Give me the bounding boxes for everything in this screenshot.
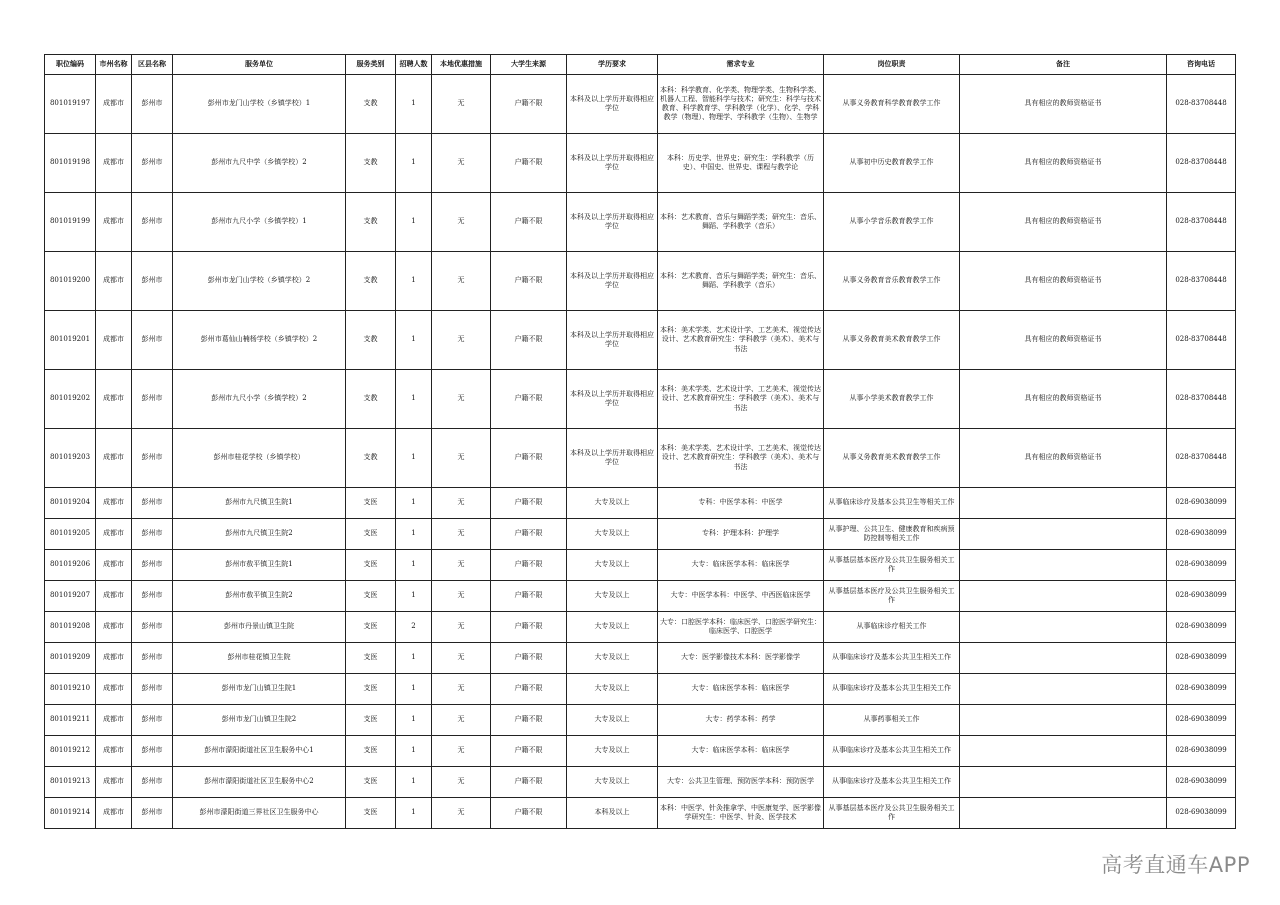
cell-district: 彭州市 — [132, 767, 173, 798]
cell-phone: 028-83708448 — [1167, 311, 1236, 370]
table-row — [45, 370, 1236, 429]
cell-service-type: 支医 — [346, 488, 396, 519]
cell-district: 彭州市 — [132, 134, 173, 193]
cell-position-code: 801019204 — [45, 488, 96, 519]
cell-hire-count: 1 — [396, 767, 432, 798]
cell-remarks: 具有相应的教师资格证书 — [960, 370, 1167, 429]
cell-phone: 028-69038099 — [1167, 643, 1236, 674]
cell-service-type: 支医 — [346, 612, 396, 643]
cell-remarks: 具有相应的教师资格证书 — [960, 252, 1167, 311]
cell-hire-count: 1 — [396, 550, 432, 581]
cell-city: 成都市 — [96, 311, 132, 370]
cell-phone: 028-83708448 — [1167, 429, 1236, 488]
cell-major: 本科：艺术教育、音乐与舞蹈学类；研究生：音乐、舞蹈、学科教学（音乐） — [658, 193, 824, 252]
cell-remarks: 具有相应的教师资格证书 — [960, 429, 1167, 488]
cell-service-type: 支教 — [346, 75, 396, 134]
cell-service-type: 支医 — [346, 767, 396, 798]
cell-duties: 从事药事相关工作 — [824, 705, 960, 736]
cell-major: 本科：艺术教育、音乐与舞蹈学类；研究生：音乐、舞蹈、学科教学（音乐） — [658, 252, 824, 311]
cell-hire-count: 1 — [396, 519, 432, 550]
table-row — [45, 488, 1236, 519]
cell-major: 本科：美术学类、艺术设计学、工艺美术、视觉传达设计、艺术教育研究生：学科教学（美术）、美术与书法 — [658, 429, 824, 488]
cell-district: 彭州市 — [132, 311, 173, 370]
cell-student-source: 户籍不限 — [491, 674, 567, 705]
cell-duties: 从事护理、公共卫生、健康教育和疾病预防控制等相关工作 — [824, 519, 960, 550]
cell-service-unit: 彭州市九尺小学（乡镇学校）2 — [173, 370, 346, 429]
cell-student-source: 户籍不限 — [491, 736, 567, 767]
cell-remarks — [960, 674, 1167, 705]
cell-hire-count: 1 — [396, 429, 432, 488]
cell-major: 大专：中医学本科：中医学、中西医临床医学 — [658, 581, 824, 612]
cell-city: 成都市 — [96, 581, 132, 612]
cell-position-code: 801019208 — [45, 612, 96, 643]
cell-service-unit: 彭州市濛阳街道社区卫生服务中心2 — [173, 767, 346, 798]
cell-student-source: 户籍不限 — [491, 612, 567, 643]
cell-city: 成都市 — [96, 134, 132, 193]
table-row — [45, 612, 1236, 643]
cell-major: 大专：口腔医学本科：临床医学、口腔医学研究生：临床医学、口腔医学 — [658, 612, 824, 643]
cell-student-source: 户籍不限 — [491, 581, 567, 612]
cell-education: 大专及以上 — [567, 643, 658, 674]
cell-hire-count: 1 — [396, 134, 432, 193]
col-header-major: 需求专业 — [658, 55, 824, 75]
cell-hire-count: 1 — [396, 674, 432, 705]
cell-local-preference: 无 — [432, 674, 491, 705]
cell-local-preference: 无 — [432, 252, 491, 311]
cell-service-type: 支教 — [346, 193, 396, 252]
cell-remarks — [960, 612, 1167, 643]
cell-remarks — [960, 798, 1167, 829]
cell-education: 大专及以上 — [567, 674, 658, 705]
cell-district: 彭州市 — [132, 736, 173, 767]
cell-duties: 从事基层基本医疗及公共卫生服务相关工作 — [824, 550, 960, 581]
cell-position-code: 801019203 — [45, 429, 96, 488]
cell-city: 成都市 — [96, 193, 132, 252]
cell-student-source: 户籍不限 — [491, 429, 567, 488]
cell-student-source: 户籍不限 — [491, 252, 567, 311]
cell-major: 本科：美术学类、艺术设计学、工艺美术、视觉传达设计、艺术教育研究生：学科教学（美术）、美术与书法 — [658, 370, 824, 429]
cell-service-unit: 彭州市龙门山学校（乡镇学校）1 — [173, 75, 346, 134]
cell-local-preference: 无 — [432, 581, 491, 612]
cell-remarks — [960, 581, 1167, 612]
header-row — [45, 55, 1236, 75]
cell-phone: 028-69038099 — [1167, 581, 1236, 612]
cell-duties: 从事临床诊疗及基本公共卫生等相关工作 — [824, 488, 960, 519]
cell-major: 本科：中医学、针灸推拿学、中医康复学、医学影像学研究生：中医学、针灸、医学技术 — [658, 798, 824, 829]
cell-education: 大专及以上 — [567, 767, 658, 798]
cell-city: 成都市 — [96, 736, 132, 767]
cell-position-code: 801019201 — [45, 311, 96, 370]
cell-district: 彭州市 — [132, 519, 173, 550]
cell-duties: 从事临床诊疗及基本公共卫生相关工作 — [824, 674, 960, 705]
cell-local-preference: 无 — [432, 311, 491, 370]
cell-phone: 028-69038099 — [1167, 798, 1236, 829]
cell-service-type: 支教 — [346, 311, 396, 370]
cell-service-unit: 彭州市龙门山学校（乡镇学校）2 — [173, 252, 346, 311]
cell-city: 成都市 — [96, 612, 132, 643]
table-row — [45, 674, 1236, 705]
cell-district: 彭州市 — [132, 674, 173, 705]
cell-local-preference: 无 — [432, 429, 491, 488]
cell-local-preference: 无 — [432, 798, 491, 829]
cell-hire-count: 1 — [396, 193, 432, 252]
cell-duties: 从事义务教育美术教育教学工作 — [824, 311, 960, 370]
cell-position-code: 801019206 — [45, 550, 96, 581]
cell-education: 本科及以上学历并取得相应学位 — [567, 134, 658, 193]
cell-student-source: 户籍不限 — [491, 370, 567, 429]
col-header-position-code: 职位编码 — [45, 55, 96, 75]
cell-service-unit: 彭州市九尺小学（乡镇学校）1 — [173, 193, 346, 252]
cell-position-code: 801019209 — [45, 643, 96, 674]
cell-phone: 028-83708448 — [1167, 75, 1236, 134]
cell-phone: 028-83708448 — [1167, 370, 1236, 429]
cell-remarks: 具有相应的教师资格证书 — [960, 75, 1167, 134]
cell-city: 成都市 — [96, 550, 132, 581]
cell-education: 大专及以上 — [567, 519, 658, 550]
cell-local-preference: 无 — [432, 134, 491, 193]
cell-education: 大专及以上 — [567, 550, 658, 581]
cell-service-unit: 彭州市濛阳街道社区卫生服务中心1 — [173, 736, 346, 767]
cell-hire-count: 1 — [396, 705, 432, 736]
cell-service-type: 支医 — [346, 736, 396, 767]
col-header-duties: 岗位职责 — [824, 55, 960, 75]
cell-position-code: 801019212 — [45, 736, 96, 767]
cell-duties: 从事义务教育美术教育教学工作 — [824, 429, 960, 488]
cell-local-preference: 无 — [432, 370, 491, 429]
cell-position-code: 801019198 — [45, 134, 96, 193]
cell-student-source: 户籍不限 — [491, 519, 567, 550]
cell-city: 成都市 — [96, 767, 132, 798]
table-row — [45, 736, 1236, 767]
cell-hire-count: 1 — [396, 488, 432, 519]
cell-education: 大专及以上 — [567, 488, 658, 519]
cell-remarks: 具有相应的教师资格证书 — [960, 193, 1167, 252]
cell-duties: 从事临床诊疗及基本公共卫生相关工作 — [824, 767, 960, 798]
cell-major: 大专：药学本科：药学 — [658, 705, 824, 736]
cell-education: 大专及以上 — [567, 581, 658, 612]
cell-city: 成都市 — [96, 488, 132, 519]
cell-duties: 从事临床诊疗及基本公共卫生相关工作 — [824, 736, 960, 767]
cell-service-type: 支医 — [346, 798, 396, 829]
cell-hire-count: 1 — [396, 311, 432, 370]
cell-phone: 028-83708448 — [1167, 193, 1236, 252]
cell-major: 本科：历史学、世界史；研究生：学科教学（历史）、中国史、世界史、课程与教学论 — [658, 134, 824, 193]
col-header-service-unit: 服务单位 — [173, 55, 346, 75]
cell-phone: 028-69038099 — [1167, 736, 1236, 767]
cell-phone: 028-69038099 — [1167, 705, 1236, 736]
cell-district: 彭州市 — [132, 75, 173, 134]
cell-duties: 从事义务教育音乐教育教学工作 — [824, 252, 960, 311]
cell-duties: 从事初中历史教育教学工作 — [824, 134, 960, 193]
cell-service-unit: 彭州市桂花镇卫生院 — [173, 643, 346, 674]
cell-local-preference: 无 — [432, 193, 491, 252]
cell-service-unit: 彭州市九尺镇卫生院1 — [173, 488, 346, 519]
cell-service-unit: 彭州市龙门山镇卫生院1 — [173, 674, 346, 705]
cell-phone: 028-83708448 — [1167, 134, 1236, 193]
table-row — [45, 193, 1236, 252]
cell-student-source: 户籍不限 — [491, 798, 567, 829]
cell-service-type: 支教 — [346, 429, 396, 488]
cell-service-unit: 彭州市濛阳街道三界社区卫生服务中心 — [173, 798, 346, 829]
cell-phone: 028-69038099 — [1167, 550, 1236, 581]
cell-position-code: 801019211 — [45, 705, 96, 736]
cell-education: 本科及以上学历并取得相应学位 — [567, 75, 658, 134]
cell-city: 成都市 — [96, 370, 132, 429]
cell-duties: 从事小学美术教育教学工作 — [824, 370, 960, 429]
cell-service-unit: 彭州市九尺镇卫生院2 — [173, 519, 346, 550]
cell-education: 本科及以上学历并取得相应学位 — [567, 252, 658, 311]
cell-remarks: 具有相应的教师资格证书 — [960, 134, 1167, 193]
cell-major: 专科：护理本科：护理学 — [658, 519, 824, 550]
cell-district: 彭州市 — [132, 370, 173, 429]
col-header-student-source: 大学生来源 — [491, 55, 567, 75]
cell-hire-count: 1 — [396, 370, 432, 429]
cell-city: 成都市 — [96, 519, 132, 550]
cell-student-source: 户籍不限 — [491, 643, 567, 674]
cell-duties: 从事临床诊疗相关工作 — [824, 612, 960, 643]
cell-district: 彭州市 — [132, 488, 173, 519]
cell-local-preference: 无 — [432, 519, 491, 550]
cell-city: 成都市 — [96, 674, 132, 705]
table-row — [45, 767, 1236, 798]
cell-phone: 028-69038099 — [1167, 612, 1236, 643]
cell-student-source: 户籍不限 — [491, 75, 567, 134]
col-header-local-preference: 本地优惠措施 — [432, 55, 491, 75]
cell-position-code: 801019207 — [45, 581, 96, 612]
col-header-district: 区县名称 — [132, 55, 173, 75]
cell-city: 成都市 — [96, 798, 132, 829]
cell-district: 彭州市 — [132, 612, 173, 643]
cell-major: 大专：临床医学本科：临床医学 — [658, 550, 824, 581]
cell-service-unit: 彭州市敖平镇卫生院1 — [173, 550, 346, 581]
col-header-phone: 咨询电话 — [1167, 55, 1236, 75]
cell-city: 成都市 — [96, 429, 132, 488]
cell-major: 大专：医学影像技术本科：医学影像学 — [658, 643, 824, 674]
cell-service-type: 支教 — [346, 134, 396, 193]
cell-district: 彭州市 — [132, 581, 173, 612]
table-row — [45, 252, 1236, 311]
cell-phone: 028-69038099 — [1167, 767, 1236, 798]
cell-remarks — [960, 736, 1167, 767]
cell-duties: 从事基层基本医疗及公共卫生服务相关工作 — [824, 798, 960, 829]
cell-local-preference: 无 — [432, 767, 491, 798]
cell-service-unit: 彭州市葛仙山楠杨学校（乡镇学校）2 — [173, 311, 346, 370]
col-header-service-type: 服务类别 — [346, 55, 396, 75]
cell-position-code: 801019213 — [45, 767, 96, 798]
cell-city: 成都市 — [96, 705, 132, 736]
cell-service-type: 支教 — [346, 252, 396, 311]
cell-duties: 从事基层基本医疗及公共卫生服务相关工作 — [824, 581, 960, 612]
cell-city: 成都市 — [96, 252, 132, 311]
cell-service-type: 支教 — [346, 370, 396, 429]
cell-hire-count: 1 — [396, 75, 432, 134]
cell-position-code: 801019205 — [45, 519, 96, 550]
cell-service-unit: 彭州市桂花学校（乡镇学校） — [173, 429, 346, 488]
cell-education: 本科及以上学历并取得相应学位 — [567, 370, 658, 429]
cell-phone: 028-69038099 — [1167, 674, 1236, 705]
cell-student-source: 户籍不限 — [491, 193, 567, 252]
cell-city: 成都市 — [96, 75, 132, 134]
cell-student-source: 户籍不限 — [491, 550, 567, 581]
cell-education: 本科及以上学历并取得相应学位 — [567, 193, 658, 252]
col-header-education: 学历要求 — [567, 55, 658, 75]
table-row — [45, 798, 1236, 829]
cell-service-unit: 彭州市丹景山镇卫生院 — [173, 612, 346, 643]
cell-position-code: 801019210 — [45, 674, 96, 705]
table-row — [45, 519, 1236, 550]
cell-major: 本科：美术学类、艺术设计学、工艺美术、视觉传达设计、艺术教育研究生：学科教学（美术）、美术与书法 — [658, 311, 824, 370]
cell-student-source: 户籍不限 — [491, 488, 567, 519]
cell-district: 彭州市 — [132, 429, 173, 488]
cell-major: 大专：临床医学本科：临床医学 — [658, 674, 824, 705]
cell-local-preference: 无 — [432, 488, 491, 519]
cell-hire-count: 1 — [396, 643, 432, 674]
cell-education: 本科及以上学历并取得相应学位 — [567, 429, 658, 488]
cell-service-type: 支医 — [346, 519, 396, 550]
cell-major: 大专：临床医学本科：临床医学 — [658, 736, 824, 767]
cell-major: 专科：中医学本科：中医学 — [658, 488, 824, 519]
cell-district: 彭州市 — [132, 193, 173, 252]
cell-major: 大专：公共卫生管理、预防医学本科：预防医学 — [658, 767, 824, 798]
cell-remarks — [960, 488, 1167, 519]
cell-remarks: 具有相应的教师资格证书 — [960, 311, 1167, 370]
watermark: 高考直通车APP — [1101, 853, 1250, 877]
cell-district: 彭州市 — [132, 643, 173, 674]
cell-hire-count: 1 — [396, 736, 432, 767]
cell-district: 彭州市 — [132, 798, 173, 829]
cell-local-preference: 无 — [432, 550, 491, 581]
cell-service-type: 支医 — [346, 643, 396, 674]
table-row — [45, 75, 1236, 134]
cell-position-code: 801019197 — [45, 75, 96, 134]
cell-education: 大专及以上 — [567, 705, 658, 736]
cell-phone: 028-83708448 — [1167, 252, 1236, 311]
cell-hire-count: 1 — [396, 581, 432, 612]
cell-remarks — [960, 705, 1167, 736]
cell-education: 大专及以上 — [567, 736, 658, 767]
cell-service-type: 支医 — [346, 581, 396, 612]
recruitment-table — [44, 54, 1236, 829]
cell-service-unit: 彭州市敖平镇卫生院2 — [173, 581, 346, 612]
cell-student-source: 户籍不限 — [491, 767, 567, 798]
cell-service-type: 支医 — [346, 705, 396, 736]
cell-local-preference: 无 — [432, 75, 491, 134]
cell-remarks — [960, 643, 1167, 674]
cell-phone: 028-69038099 — [1167, 519, 1236, 550]
cell-service-type: 支医 — [346, 550, 396, 581]
cell-remarks — [960, 550, 1167, 581]
cell-student-source: 户籍不限 — [491, 311, 567, 370]
cell-education: 大专及以上 — [567, 612, 658, 643]
cell-duties: 从事小学音乐教育教学工作 — [824, 193, 960, 252]
table-row — [45, 134, 1236, 193]
cell-district: 彭州市 — [132, 705, 173, 736]
col-header-hire-count: 招聘人数 — [396, 55, 432, 75]
cell-position-code: 801019199 — [45, 193, 96, 252]
cell-duties: 从事临床诊疗及基本公共卫生相关工作 — [824, 643, 960, 674]
cell-district: 彭州市 — [132, 550, 173, 581]
cell-duties: 从事义务教育科学教育教学工作 — [824, 75, 960, 134]
cell-education: 本科及以上 — [567, 798, 658, 829]
cell-student-source: 户籍不限 — [491, 705, 567, 736]
cell-hire-count: 1 — [396, 252, 432, 311]
table-row — [45, 550, 1236, 581]
cell-position-code: 801019202 — [45, 370, 96, 429]
cell-district: 彭州市 — [132, 252, 173, 311]
cell-hire-count: 1 — [396, 798, 432, 829]
cell-local-preference: 无 — [432, 643, 491, 674]
cell-position-code: 801019200 — [45, 252, 96, 311]
cell-position-code: 801019214 — [45, 798, 96, 829]
cell-local-preference: 无 — [432, 736, 491, 767]
cell-service-unit: 彭州市龙门山镇卫生院2 — [173, 705, 346, 736]
col-header-remarks: 备注 — [960, 55, 1167, 75]
cell-major: 本科：科学教育、化学类、物理学类、生物科学类、机器人工程、智能科学与技术；研究生：科学与技术教育、科学教育学、学科教学（化学）、化学、学科教学（物理）、物理学、学科教学（生物）、生物学 — [658, 75, 824, 134]
cell-remarks — [960, 767, 1167, 798]
table-row — [45, 705, 1236, 736]
cell-local-preference: 无 — [432, 705, 491, 736]
cell-phone: 028-69038099 — [1167, 488, 1236, 519]
cell-service-type: 支医 — [346, 674, 396, 705]
table-row — [45, 311, 1236, 370]
col-header-city: 市州名称 — [96, 55, 132, 75]
cell-remarks — [960, 519, 1167, 550]
table-row — [45, 643, 1236, 674]
cell-hire-count: 2 — [396, 612, 432, 643]
cell-city: 成都市 — [96, 643, 132, 674]
table-row — [45, 581, 1236, 612]
table-row — [45, 429, 1236, 488]
cell-local-preference: 无 — [432, 612, 491, 643]
cell-student-source: 户籍不限 — [491, 134, 567, 193]
cell-service-unit: 彭州市九尺中学（乡镇学校）2 — [173, 134, 346, 193]
cell-education: 本科及以上学历并取得相应学位 — [567, 311, 658, 370]
